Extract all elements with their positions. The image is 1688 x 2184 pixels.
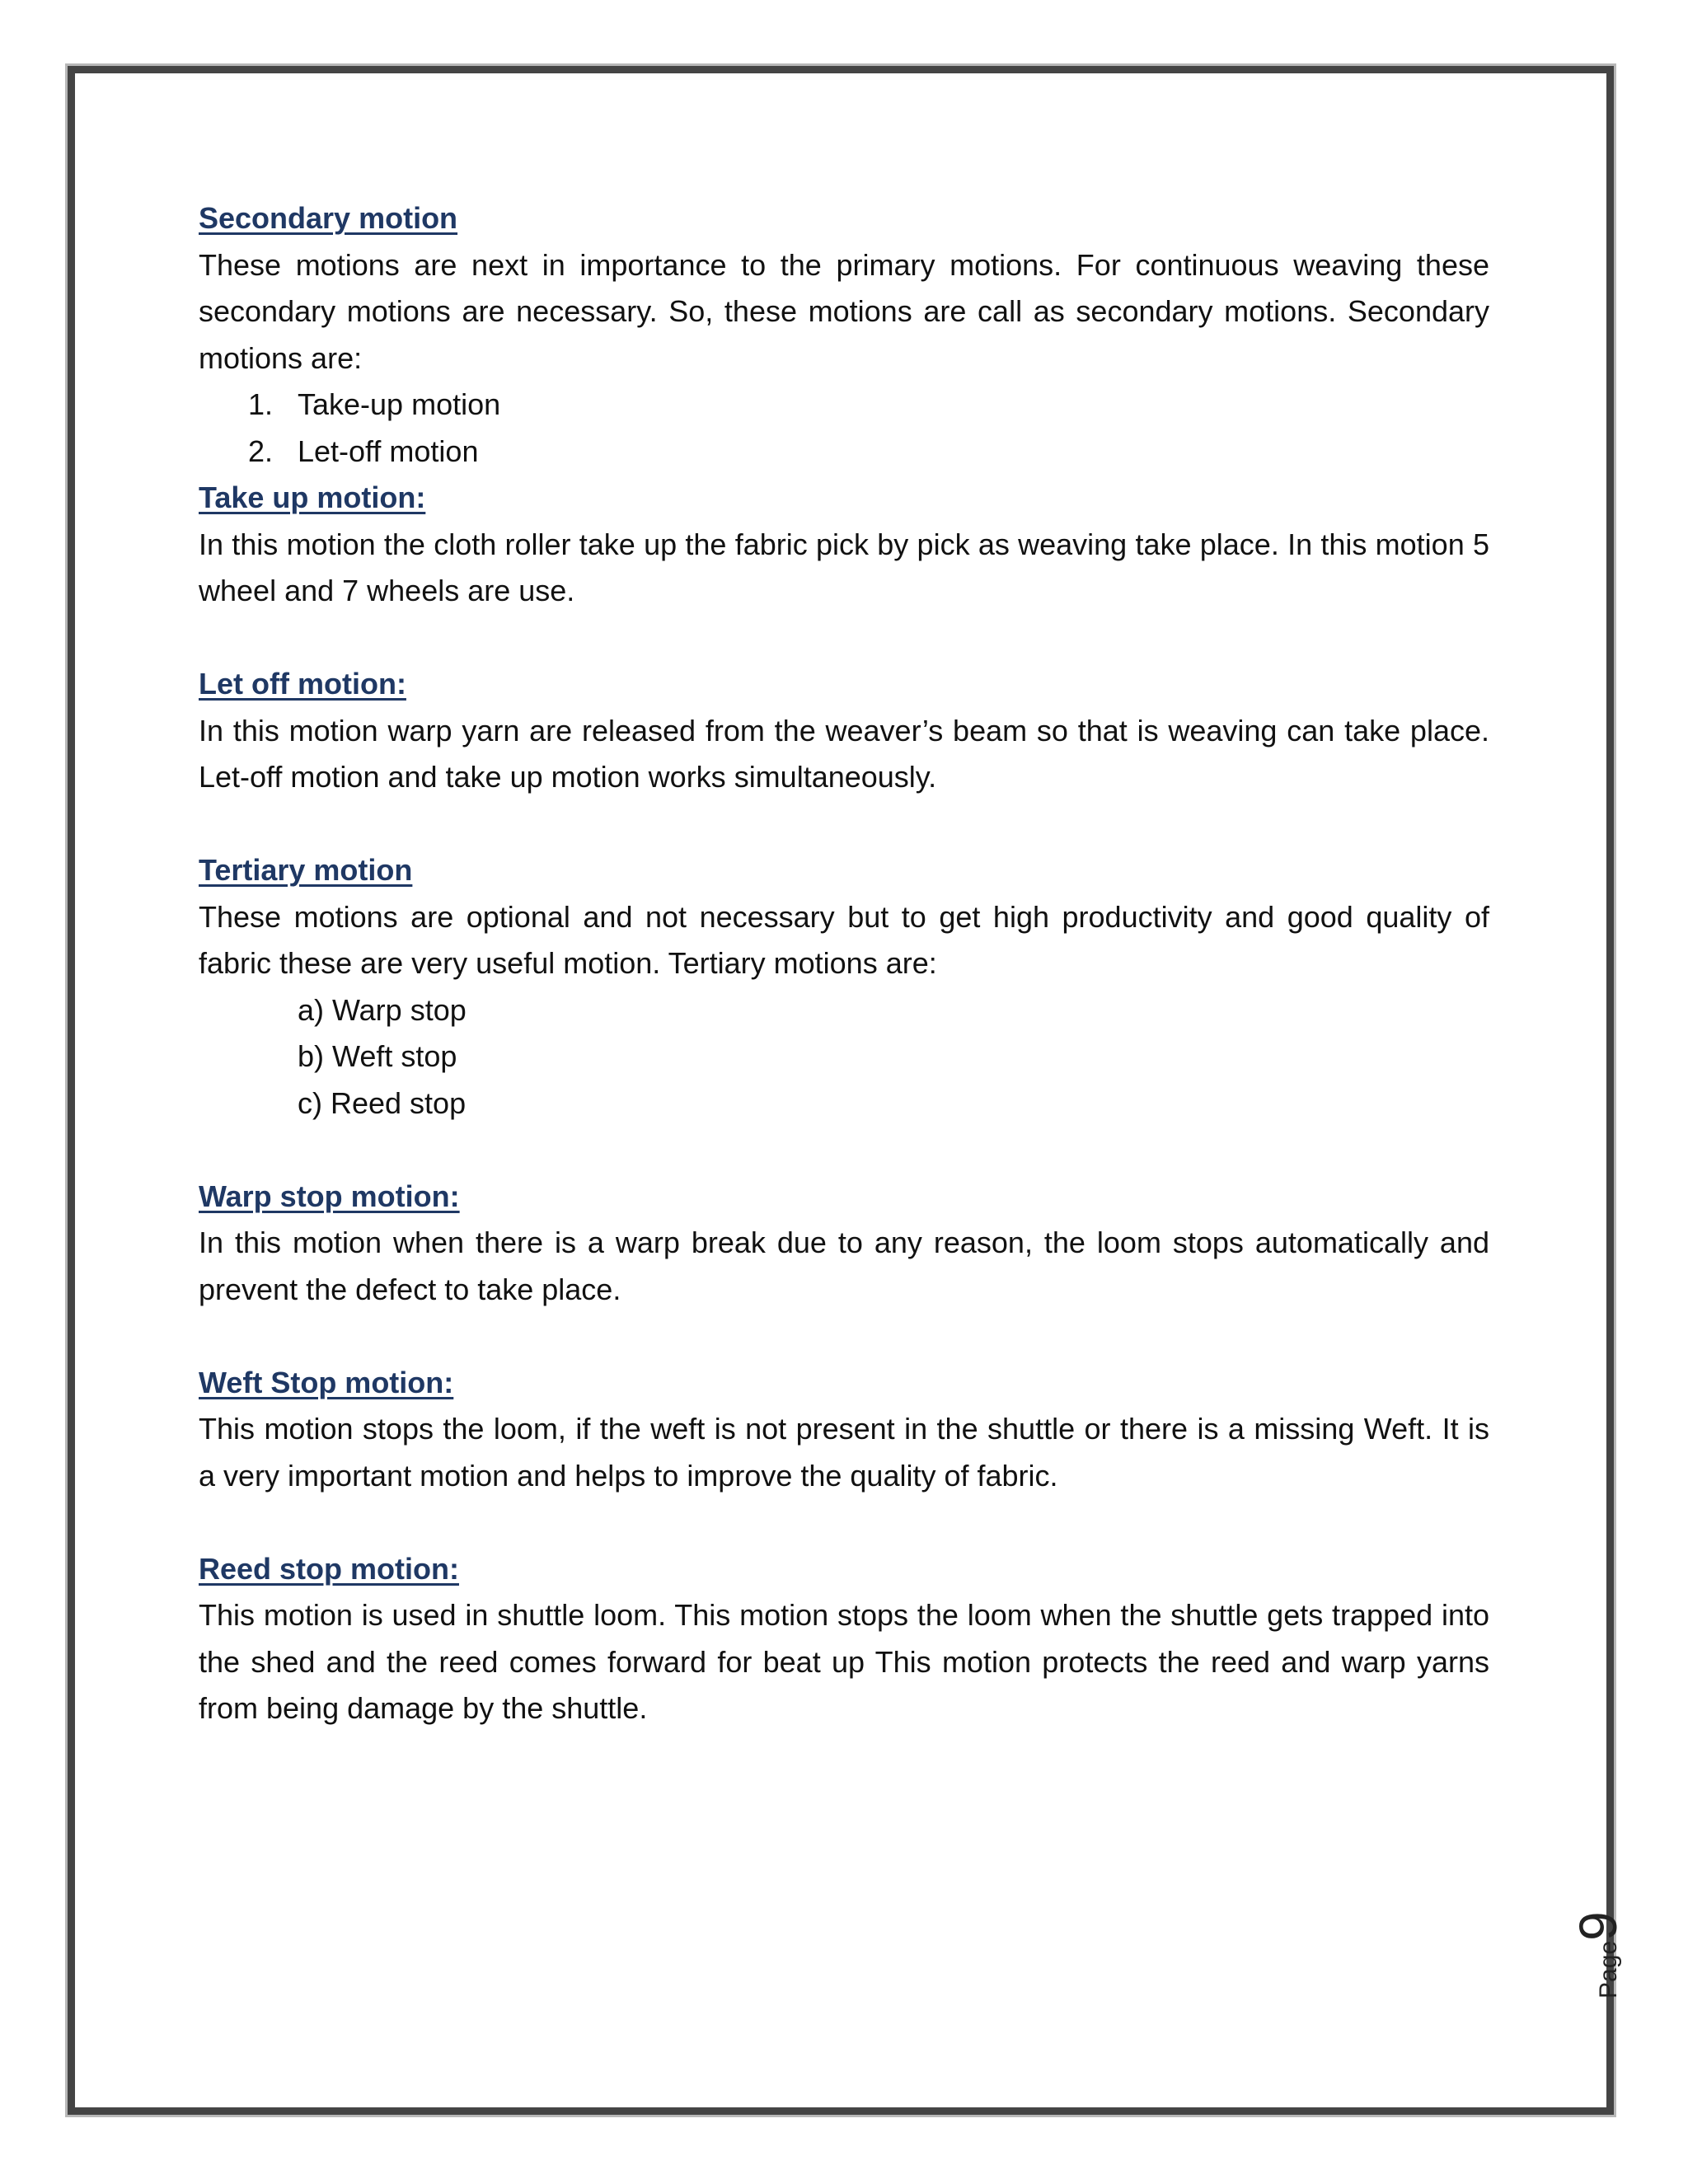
spacer <box>199 1313 1489 1360</box>
list-item: a) Warp stop <box>298 992 467 1027</box>
tertiary-motion-text: These motions are optional and not necessary but to get high productivity and good quality of fabric these are very useful motion. Tertiary motions are: <box>199 899 1489 980</box>
page-digit: 9 <box>1568 1911 1628 1941</box>
list-item <box>248 382 1489 429</box>
document-body <box>199 195 1489 1732</box>
list-item-label: Take-up motion <box>298 387 501 421</box>
list-item <box>248 429 1489 476</box>
take-up-motion-text: In this motion the cloth roller take up the fabric pick by pick as weaving take place. In this motion 5 wheel and 7 wheels are use. <box>199 527 1489 607</box>
page-number <box>1568 1887 1628 1999</box>
warp-stop-motion-text: In this motion when there is a warp break due to any reason, the loom stops automatically and prevent the defect to take place. <box>199 1226 1489 1306</box>
spacer <box>199 801 1489 848</box>
reed-stop-motion-text: This motion is used in shuttle loom. This motion stops the loom when the shuttle gets trapped into the shed and the reed comes forward for beat up This motion protects the reed and warp yarns from being damage by the shuttle. <box>199 1598 1489 1725</box>
page-number-rotated <box>1568 1875 1628 1999</box>
secondary-motion-list <box>199 382 1489 475</box>
warp-stop-motion-heading: Warp stop motion: <box>199 1179 460 1213</box>
weft-stop-motion-text: This motion stops the loom, if the weft is not present in the shuttle or there is a missing Weft. It is a very important motion and helps to improve the quality of fabric. <box>199 1412 1489 1493</box>
list-item-label: Let-off motion <box>298 434 479 468</box>
list-item: c) Reed stop <box>298 1085 467 1120</box>
tertiary-motion-list <box>199 987 1489 1127</box>
spacer <box>199 1127 1489 1174</box>
secondary-motion-heading: Secondary motion <box>199 201 458 235</box>
list-item-number: 1. <box>248 387 274 421</box>
let-off-motion-heading: Let off motion: <box>199 667 406 701</box>
list-item: b) Weft stop <box>298 1039 457 1073</box>
spacer <box>199 1499 1489 1546</box>
spacer <box>199 615 1489 662</box>
list-item-number: 2. <box>248 434 274 468</box>
take-up-motion-heading: Take up motion: <box>199 480 426 514</box>
tertiary-motion-heading: Tertiary motion <box>199 853 413 887</box>
secondary-motion-text: These motions are next in importance to the primary motions. For continuous weaving these secondary motions are necessary. So, these motions are call as secondary motions. Secondary motions are: <box>199 247 1489 375</box>
page-word: Page <box>1595 1940 1622 1999</box>
let-off-motion-text: In this motion warp yarn are released from the weaver’s beam so that is weaving can take place. Let-off motion and take up motion works simultaneously. <box>199 713 1489 794</box>
weft-stop-motion-heading: Weft Stop motion: <box>199 1365 454 1399</box>
reed-stop-motion-heading: Reed stop motion: <box>199 1551 459 1586</box>
